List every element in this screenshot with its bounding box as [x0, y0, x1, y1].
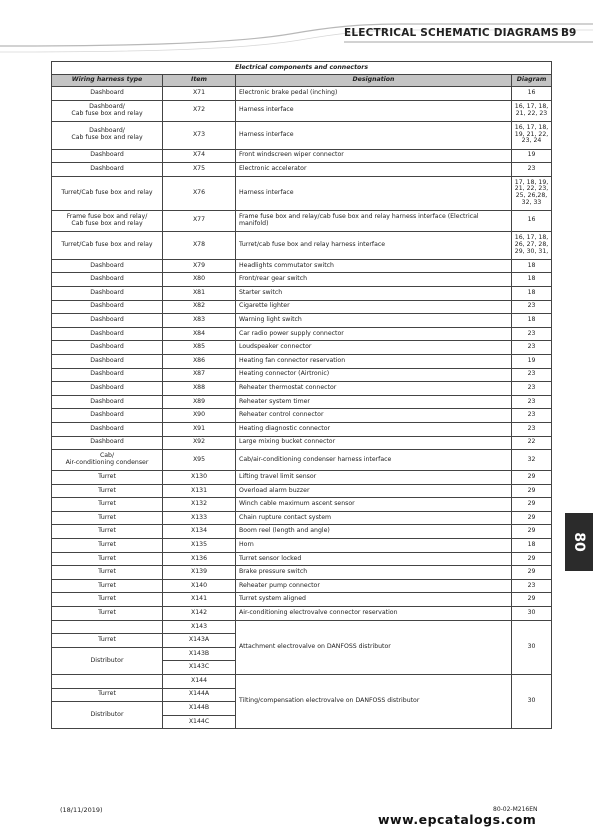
- harness-type-cell: Dashboard: [52, 300, 163, 314]
- diagram-cell: 32: [512, 450, 552, 471]
- type-header: Wiring harness type: [52, 75, 163, 87]
- item-cell: X135: [163, 539, 236, 553]
- diagram-cell: 23: [512, 409, 552, 423]
- item-cell: X73: [163, 121, 236, 149]
- item-cell: X132: [163, 498, 236, 512]
- designation-cell: Harness interface: [236, 121, 512, 149]
- diagram-cell: 23: [512, 395, 552, 409]
- harness-type-cell: Turret: [52, 552, 163, 566]
- table-row: [52, 498, 552, 512]
- item-cell: X90: [163, 409, 236, 423]
- diagram-cell: 19: [512, 354, 552, 368]
- harness-type-cell: Turret: [52, 539, 163, 553]
- harness-type-cell: Dashboard: [52, 382, 163, 396]
- diagram-cell: 16: [512, 87, 552, 101]
- designation-cell: Reheater system timer: [236, 395, 512, 409]
- item-cell: X82: [163, 300, 236, 314]
- harness-type-cell: Turret: [52, 525, 163, 539]
- table-row: [52, 539, 552, 553]
- harness-type-cell: Turret/Cab fuse box and relay: [52, 176, 163, 210]
- harness-type-cell: Dashboard: [52, 409, 163, 423]
- designation-cell: Turret sensor locked: [236, 552, 512, 566]
- table-row: [52, 525, 552, 539]
- diagram-cell: 18: [512, 259, 552, 273]
- designation-cell: Turret system aligned: [236, 593, 512, 607]
- item-cell: X81: [163, 286, 236, 300]
- harness-type-cell: Dashboard: [52, 327, 163, 341]
- item-cell: X131: [163, 484, 236, 498]
- item-cell: X143: [163, 620, 236, 634]
- item-cell: X144C: [163, 715, 236, 729]
- diagram-cell: 19: [512, 149, 552, 163]
- table-row: [52, 471, 552, 485]
- designation-cell: Car radio power supply connector: [236, 327, 512, 341]
- designation-cell: Heating fan connector reservation: [236, 354, 512, 368]
- components-table: [51, 61, 552, 729]
- designation-cell: Heating diagnostic connector: [236, 422, 512, 436]
- designation-cell: Chain rupture contact system: [236, 511, 512, 525]
- designation-cell: Overload alarm buzzer: [236, 484, 512, 498]
- table-header-row: [52, 75, 552, 87]
- diagram-cell: 16, 17, 18, 21, 22, 23: [512, 100, 552, 121]
- diagram-cell: 30: [512, 607, 552, 621]
- harness-type-cell-empty: [52, 620, 163, 634]
- table-row: [52, 341, 552, 355]
- diagram-cell: 29: [512, 525, 552, 539]
- footer-reference: 80-02-M216EN: [493, 806, 538, 813]
- item-cell: X140: [163, 579, 236, 593]
- diagram-cell: 30: [512, 620, 552, 674]
- item-cell: X71: [163, 87, 236, 101]
- diagram-cell: 16, 17, 18, 26, 27, 28, 29, 30, 31,: [512, 231, 552, 259]
- designation-cell: Headlights commutator switch: [236, 259, 512, 273]
- table-row: [52, 286, 552, 300]
- harness-type-cell: Turret: [52, 511, 163, 525]
- designation-cell: Horn: [236, 539, 512, 553]
- designation-cell: Loudspeaker connector: [236, 341, 512, 355]
- table-row: [52, 395, 552, 409]
- table-row: [52, 176, 552, 210]
- item-cell: X76: [163, 176, 236, 210]
- table-row: [52, 675, 552, 689]
- designation-cell: Cigarette lighter: [236, 300, 512, 314]
- table-row: [52, 552, 552, 566]
- harness-type-cell: Turret: [52, 688, 163, 702]
- item-cell: X75: [163, 163, 236, 177]
- designation-cell: Attachment electrovalve on DANFOSS distributor: [236, 620, 512, 674]
- harness-type-cell: Dashboard: [52, 422, 163, 436]
- page-number: B9: [561, 27, 577, 39]
- table-row: [52, 259, 552, 273]
- designation-cell: Air-conditioning electrovalve connector reservation: [236, 607, 512, 621]
- harness-type-cell: Turret: [52, 471, 163, 485]
- diagram-cell: 23: [512, 300, 552, 314]
- designation-cell: Harness interface: [236, 176, 512, 210]
- item-cell: X139: [163, 566, 236, 580]
- footer-date: (18/11/2019): [60, 806, 103, 814]
- item-cell: X143A: [163, 634, 236, 648]
- item-cell: X144: [163, 675, 236, 689]
- section-title: ELECTRICAL SCHEMATIC DIAGRAMS: [344, 27, 559, 39]
- designation-cell: Electronic accelerator: [236, 163, 512, 177]
- diagram-cell: 29: [512, 552, 552, 566]
- harness-type-cell: Turret: [52, 607, 163, 621]
- designation-cell: Winch cable maximum ascent sensor: [236, 498, 512, 512]
- designation-cell: Frame fuse box and relay/cab fuse box and relay harness interface (Electrical manifold): [236, 210, 512, 231]
- designation-cell: Reheater thermostat connector: [236, 382, 512, 396]
- diagram-cell: 16: [512, 210, 552, 231]
- harness-type-cell: Cab/ Air-conditioning condenser: [52, 450, 163, 471]
- harness-type-cell: Dashboard/ Cab fuse box and relay: [52, 100, 163, 121]
- designation-cell: Front windscreen wiper connector: [236, 149, 512, 163]
- table-row: [52, 149, 552, 163]
- diagram-cell: 18: [512, 539, 552, 553]
- harness-type-cell: Turret/Cab fuse box and relay: [52, 231, 163, 259]
- designation-cell: Starter switch: [236, 286, 512, 300]
- table-row: [52, 231, 552, 259]
- item-cell: X78: [163, 231, 236, 259]
- item-cell: X88: [163, 382, 236, 396]
- designation-cell: Reheater control connector: [236, 409, 512, 423]
- diagram-cell: 18: [512, 286, 552, 300]
- table-row: [52, 273, 552, 287]
- table-row: [52, 382, 552, 396]
- diagram-header: Diagram: [512, 75, 552, 87]
- item-cell: X85: [163, 341, 236, 355]
- diagram-cell: 18: [512, 273, 552, 287]
- item-cell: X86: [163, 354, 236, 368]
- harness-type-cell: Turret: [52, 634, 163, 648]
- diagram-cell: 30: [512, 675, 552, 729]
- item-cell: X133: [163, 511, 236, 525]
- diagram-cell: 17, 18, 19, 21, 22, 23, 25, 26,28, 32, 33: [512, 176, 552, 210]
- diagram-cell: 23: [512, 579, 552, 593]
- diagram-cell: 18: [512, 314, 552, 328]
- chapter-tab: [565, 513, 593, 571]
- table-row: [52, 300, 552, 314]
- designation-cell: Reheater pump connector: [236, 579, 512, 593]
- designation-cell: Large mixing bucket connector: [236, 436, 512, 450]
- item-cell: X80: [163, 273, 236, 287]
- table-row: [52, 163, 552, 177]
- item-cell: X89: [163, 395, 236, 409]
- diagram-cell: 29: [512, 471, 552, 485]
- diagram-cell: 29: [512, 498, 552, 512]
- item-cell: X142: [163, 607, 236, 621]
- table-title: Electrical components and connectors: [52, 62, 552, 75]
- table-row: [52, 593, 552, 607]
- diagram-cell: 29: [512, 566, 552, 580]
- diagram-cell: 16, 17, 18, 19, 21, 22, 23, 24: [512, 121, 552, 149]
- table-row: [52, 327, 552, 341]
- diagram-cell: 23: [512, 368, 552, 382]
- item-cell: X130: [163, 471, 236, 485]
- item-cell: X84: [163, 327, 236, 341]
- item-cell: X144B: [163, 702, 236, 716]
- table-row: [52, 409, 552, 423]
- item-cell: X87: [163, 368, 236, 382]
- diagram-cell: 23: [512, 327, 552, 341]
- designation-cell: Lifting travel limit sensor: [236, 471, 512, 485]
- harness-type-cell: Dashboard: [52, 314, 163, 328]
- item-cell: X143B: [163, 647, 236, 661]
- designation-cell: Cab/air-conditioning condenser harness interface: [236, 450, 512, 471]
- item-header: Item: [163, 75, 236, 87]
- harness-type-cell: Dashboard: [52, 259, 163, 273]
- table-row: [52, 607, 552, 621]
- designation-cell: Boom reel (length and angle): [236, 525, 512, 539]
- item-cell: X83: [163, 314, 236, 328]
- table-row: [52, 436, 552, 450]
- chapter-tab-label: 80: [571, 532, 587, 552]
- table-title-row: [52, 62, 552, 75]
- harness-type-cell: Turret: [52, 566, 163, 580]
- item-cell: X144A: [163, 688, 236, 702]
- table-row: [52, 422, 552, 436]
- designation-cell: Brake pressure switch: [236, 566, 512, 580]
- item-cell: X92: [163, 436, 236, 450]
- item-cell: X143C: [163, 661, 236, 675]
- designation-cell: Tilting/compensation electrovalve on DANFOSS distributor: [236, 675, 512, 729]
- harness-type-cell: Dashboard: [52, 273, 163, 287]
- harness-type-cell-empty: [52, 675, 163, 689]
- table-row: [52, 87, 552, 101]
- item-cell: X74: [163, 149, 236, 163]
- harness-type-cell: Turret: [52, 579, 163, 593]
- table-row: [52, 368, 552, 382]
- item-cell: X91: [163, 422, 236, 436]
- item-cell: X134: [163, 525, 236, 539]
- table-row: [52, 314, 552, 328]
- diagram-cell: 29: [512, 484, 552, 498]
- harness-type-cell: Dashboard: [52, 163, 163, 177]
- harness-type-cell: Dashboard: [52, 395, 163, 409]
- harness-type-cell: Frame fuse box and relay/ Cab fuse box and relay: [52, 210, 163, 231]
- diagram-cell: 23: [512, 382, 552, 396]
- diagram-cell: 29: [512, 511, 552, 525]
- designation-cell: Harness interface: [236, 100, 512, 121]
- item-cell: X72: [163, 100, 236, 121]
- item-cell: X77: [163, 210, 236, 231]
- harness-type-cell: Distributor: [52, 702, 163, 729]
- harness-type-cell: Dashboard: [52, 87, 163, 101]
- diagram-cell: 29: [512, 593, 552, 607]
- table-row: [52, 511, 552, 525]
- diagram-cell: 23: [512, 163, 552, 177]
- harness-type-cell: Turret: [52, 498, 163, 512]
- item-cell: X79: [163, 259, 236, 273]
- item-cell: X136: [163, 552, 236, 566]
- harness-type-cell: Dashboard: [52, 149, 163, 163]
- item-cell: X141: [163, 593, 236, 607]
- table-row: [52, 620, 552, 634]
- designation-cell: Warning light switch: [236, 314, 512, 328]
- harness-type-cell: Dashboard: [52, 436, 163, 450]
- watermark: www.epcatalogs.com: [378, 812, 537, 827]
- table-row: [52, 210, 552, 231]
- table-row: [52, 566, 552, 580]
- harness-type-cell: Dashboard/ Cab fuse box and relay: [52, 121, 163, 149]
- harness-type-cell: Distributor: [52, 647, 163, 674]
- table-row: [52, 121, 552, 149]
- harness-type-cell: Turret: [52, 593, 163, 607]
- designation-cell: Electronic brake pedal (inching): [236, 87, 512, 101]
- table-row: [52, 450, 552, 471]
- harness-type-cell: Turret: [52, 484, 163, 498]
- table-row: [52, 579, 552, 593]
- table-row: [52, 484, 552, 498]
- designation-header: Designation: [236, 75, 512, 87]
- designation-cell: Heating connector (Airtronic): [236, 368, 512, 382]
- harness-type-cell: Dashboard: [52, 286, 163, 300]
- harness-type-cell: Dashboard: [52, 341, 163, 355]
- table-row: [52, 100, 552, 121]
- designation-cell: Front/rear gear switch: [236, 273, 512, 287]
- harness-type-cell: Dashboard: [52, 354, 163, 368]
- diagram-cell: 23: [512, 341, 552, 355]
- diagram-cell: 23: [512, 422, 552, 436]
- designation-cell: Turret/cab fuse box and relay harness interface: [236, 231, 512, 259]
- item-cell: X95: [163, 450, 236, 471]
- table-row: [52, 354, 552, 368]
- diagram-cell: 22: [512, 436, 552, 450]
- harness-type-cell: Dashboard: [52, 368, 163, 382]
